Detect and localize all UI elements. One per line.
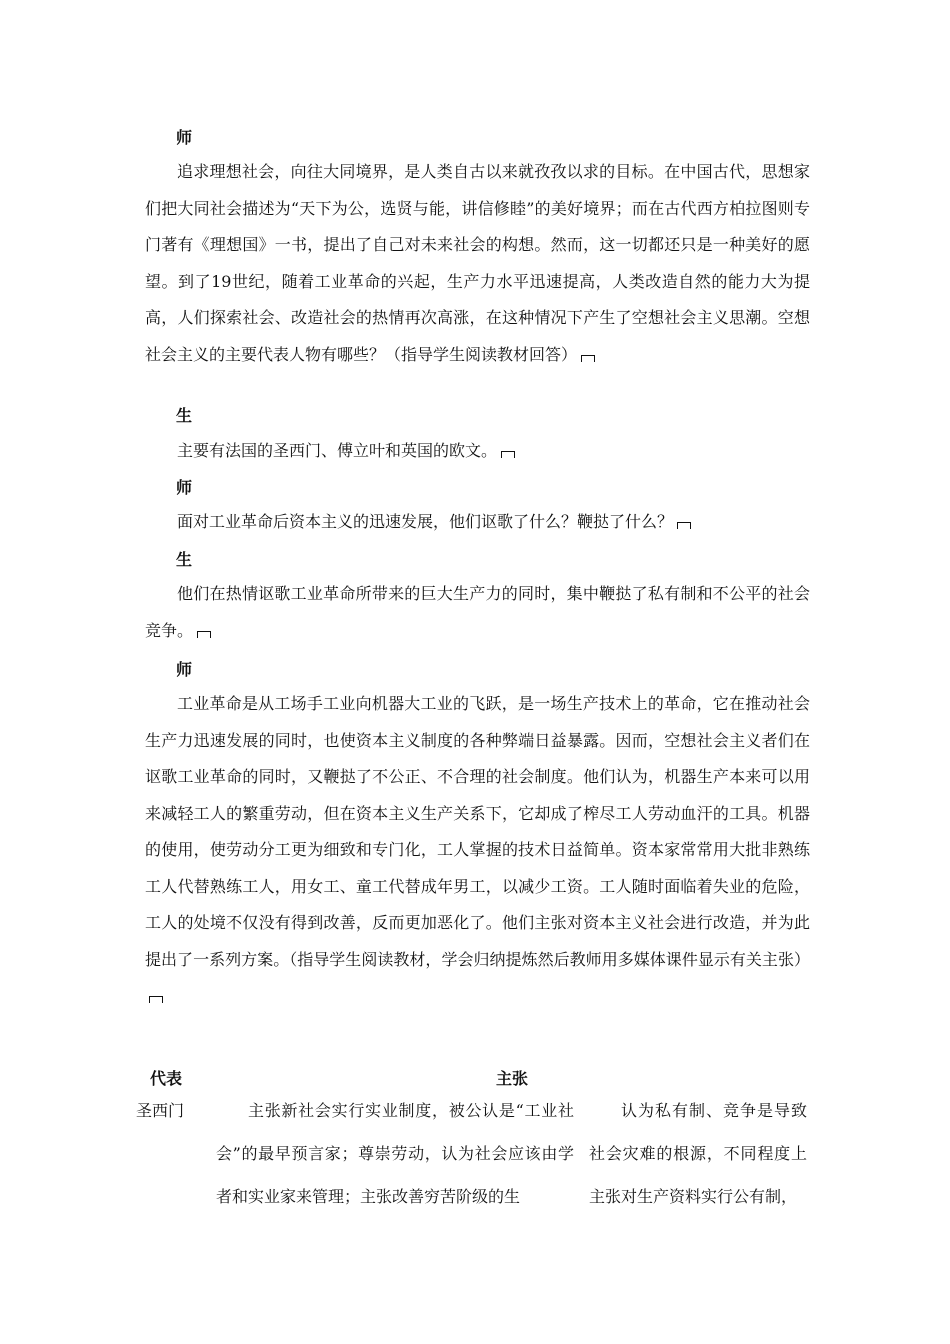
speaker-label: 生: [176, 550, 193, 569]
dialogue-paragraph: [145, 686, 810, 1015]
table-header-claims: 主张: [496, 1069, 529, 1088]
paragraph-text: 追求理想社会，向往大同境界，是人类自古以来就孜孜以求的目标。在中国古代，思想家们把大同社会描述为“天下为公，选贤与能，讲信修睦”的美好境界；而在古代西方柏拉图则专门著有《理想国》一书，提出了自己对未来社会的构想。然而，这一切都还只是一种美好的愿望。到了19世纪，随着工业革命的兴起，生产力水平迅速提高，人类改造自然的能力大为提高，人们探索社会、改造社会的热情再次高涨，在这种情况下产生了空想社会主义思潮。空想社会主义的主要代表人物有哪些？（指导学生阅读教材回答）: [145, 162, 810, 364]
dialogue-paragraph: [145, 154, 810, 373]
dialogue-paragraph: [145, 433, 810, 470]
paragraph-text: 他们在热情讴歌工业革命所带来的巨大生产力的同时，集中鞭挞了私有制和不公平的社会竞争。: [145, 584, 810, 640]
dialogue-paragraph: [145, 576, 810, 649]
paragraph-mark-icon: [197, 631, 211, 638]
speaker-label: 师: [176, 128, 193, 147]
speaker-label: 师: [176, 478, 193, 497]
speaker-label: 生: [176, 406, 193, 425]
paragraph-mark-icon: [581, 355, 595, 362]
dialogue-paragraph: [145, 504, 810, 541]
table-header-representative: 代表: [150, 1069, 183, 1088]
paragraph-text: 主要有法国的圣西门、傅立叶和英国的欧文。: [177, 441, 498, 460]
paragraph-text: 工业革命是从工场手工业向机器大工业的飞跃，是一场生产技术上的革命，它在推动社会生产力迅速发展的同时，也使资本主义制度的各种弊端日益暴露。因而，空想社会主义者们在讴歌工业革命的同时，又鞭挞了不公正、不合理的社会制度。他们认为，机器生产本来可以用来减轻工人的繁重劳动，但在资本主义生产关系下，它却成了榨尽工人劳动血汗的工具。机器的使用，使劳动分工更为细致和专门化，工人掌握的技术日益简单。资本家常常用大批非熟练工人代替熟练工人，用女工、童工代替成年男工，以减少工资。工人随时面临着失业的危险，工人的处境不仅没有得到改善，反而更加恶化了。他们主张对资本主义社会进行改造，并为此提出了一系列方案。（指导学生阅读教材，学会归纳提炼然后教师用多媒体课件显示有关主张）: [145, 694, 810, 969]
paragraph-text: 面对工业革命后资本主义的迅速发展，他们讴歌了什么？鞭挞了什么？: [177, 512, 674, 531]
paragraph-mark-icon: [149, 996, 163, 1003]
table-cell-claim: 认为私有制、竞争是导致社会灾难的根源，不同程度上主张对生产资料实行公有制，: [589, 1101, 807, 1206]
speaker-label: 师: [176, 660, 193, 679]
table-cell-name: 圣西门: [136, 1101, 185, 1120]
table-cell-claim: 主张新社会实行实业制度，被公认是“工业社会”的最早预言家；尊崇劳动，认为社会应该由学者和实业家来管理；主张改善穷苦阶级的生: [216, 1101, 574, 1206]
paragraph-mark-icon: [501, 451, 515, 458]
paragraph-mark-icon: [677, 522, 691, 529]
